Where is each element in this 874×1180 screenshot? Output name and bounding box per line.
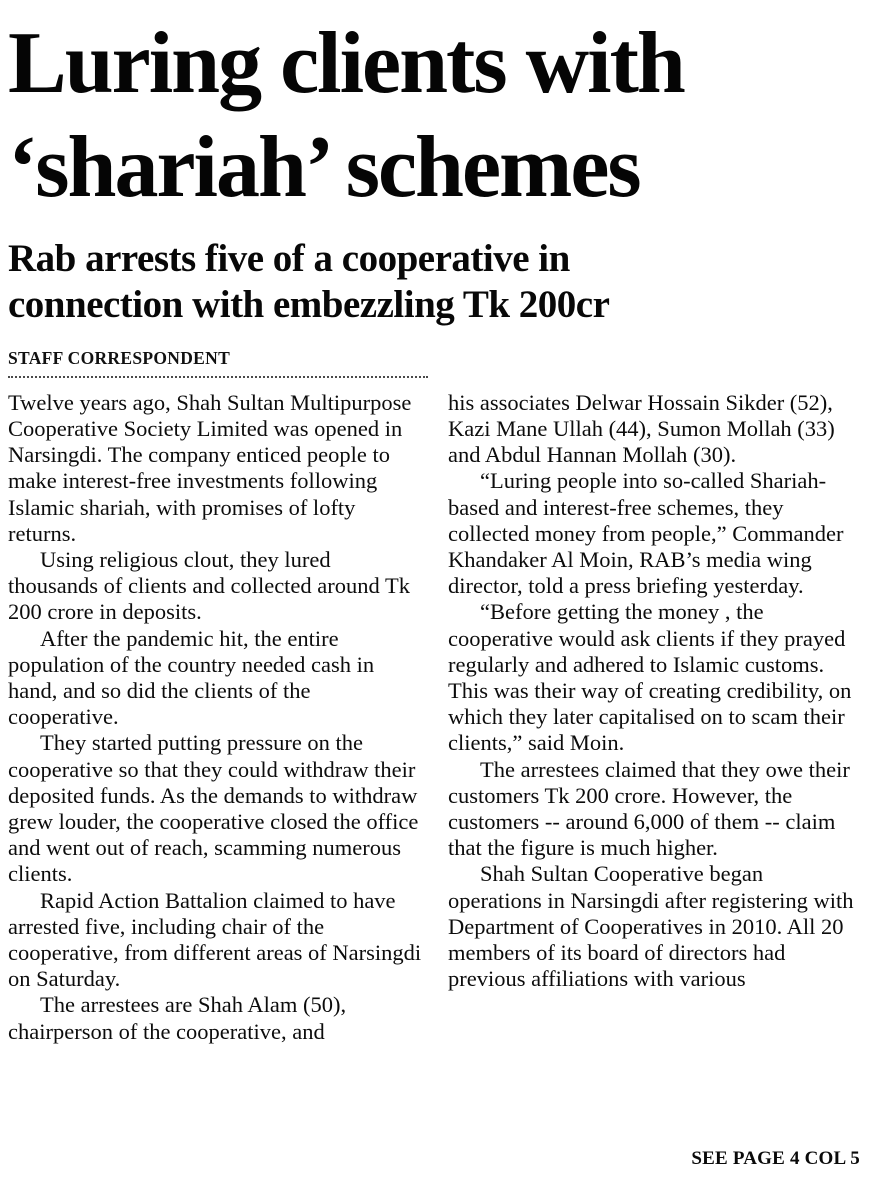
body-paragraph: “Luring people into so-called Shariah-based and interest-free schemes, they collected money from people,” Commander Khandaker Al Moin, RAB’s media wing director, told a press briefing yesterday. [448, 468, 844, 599]
headline-line-1: Luring clients with [8, 15, 684, 112]
body-paragraph: The arrestees are Shah Alam (50), chairperson of the cooperative, and [8, 992, 347, 1044]
body-paragraph: “Before getting the money , the cooperative would ask clients if they prayed regularly and adhered to Islamic customs. This was their way of creating credibility, on which they later capitalised on to scam their clients,” said Moin. [448, 599, 852, 756]
left-column [8, 390, 422, 1045]
subhead-line-1: Rab arrests five of a cooperative in [8, 236, 570, 280]
body-paragraph: They started putting pressure on the cooperative so that they could withdraw their deposited funds. As the demands to withdraw grew louder, the cooperative closed the office and went out of reach, scamming numerous clients. [8, 730, 419, 887]
body-paragraph: Using religious clout, they lured thousands of clients and collected around Tk 200 crore in deposits. [8, 546, 410, 625]
subhead-line-2: connection with embezzling Tk 200cr [8, 282, 610, 326]
headline-line-2: ‘shariah’ schemes [8, 118, 640, 216]
byline: STAFF CORRESPONDENT [8, 347, 231, 368]
body-paragraph: his associates Delwar Hossain Sikder (52), Kazi Mane Ullah (44), Sumon Mollah (33) and Abdul Hannan Mollah (30). [448, 389, 835, 468]
right-column [448, 390, 862, 1045]
article-headline [8, 12, 862, 220]
article-subhead [8, 236, 862, 328]
article-body [8, 390, 862, 1045]
body-paragraph: The arrestees claimed that they owe their customers Tk 200 crore. However, the customers -- around 6,000 of them -- claim that the figure is much higher. [448, 756, 850, 861]
dotted-rule [8, 376, 428, 378]
body-paragraph: Rapid Action Battalion claimed to have arrested five, including chair of the cooperative, from different areas of Narsingdi on Saturday. [8, 887, 422, 992]
continuation-notice: SEE PAGE 4 COL 5 [691, 1148, 860, 1169]
body-paragraph: Twelve years ago, Shah Sultan Multipurpose Cooperative Society Limited was opened in Narsingdi. The company enticed people to make interest-free investments following Islamic shariah, with promises of lofty returns. [8, 389, 412, 546]
body-paragraph: After the pandemic hit, the entire population of the country needed cash in hand, and so did the clients of the cooperative. [8, 625, 375, 730]
body-paragraph: Shah Sultan Cooperative began operations in Narsingdi after registering with Department of Cooperatives in 2010. All 20 members of its board of directors had previous affiliations with various [448, 861, 854, 992]
